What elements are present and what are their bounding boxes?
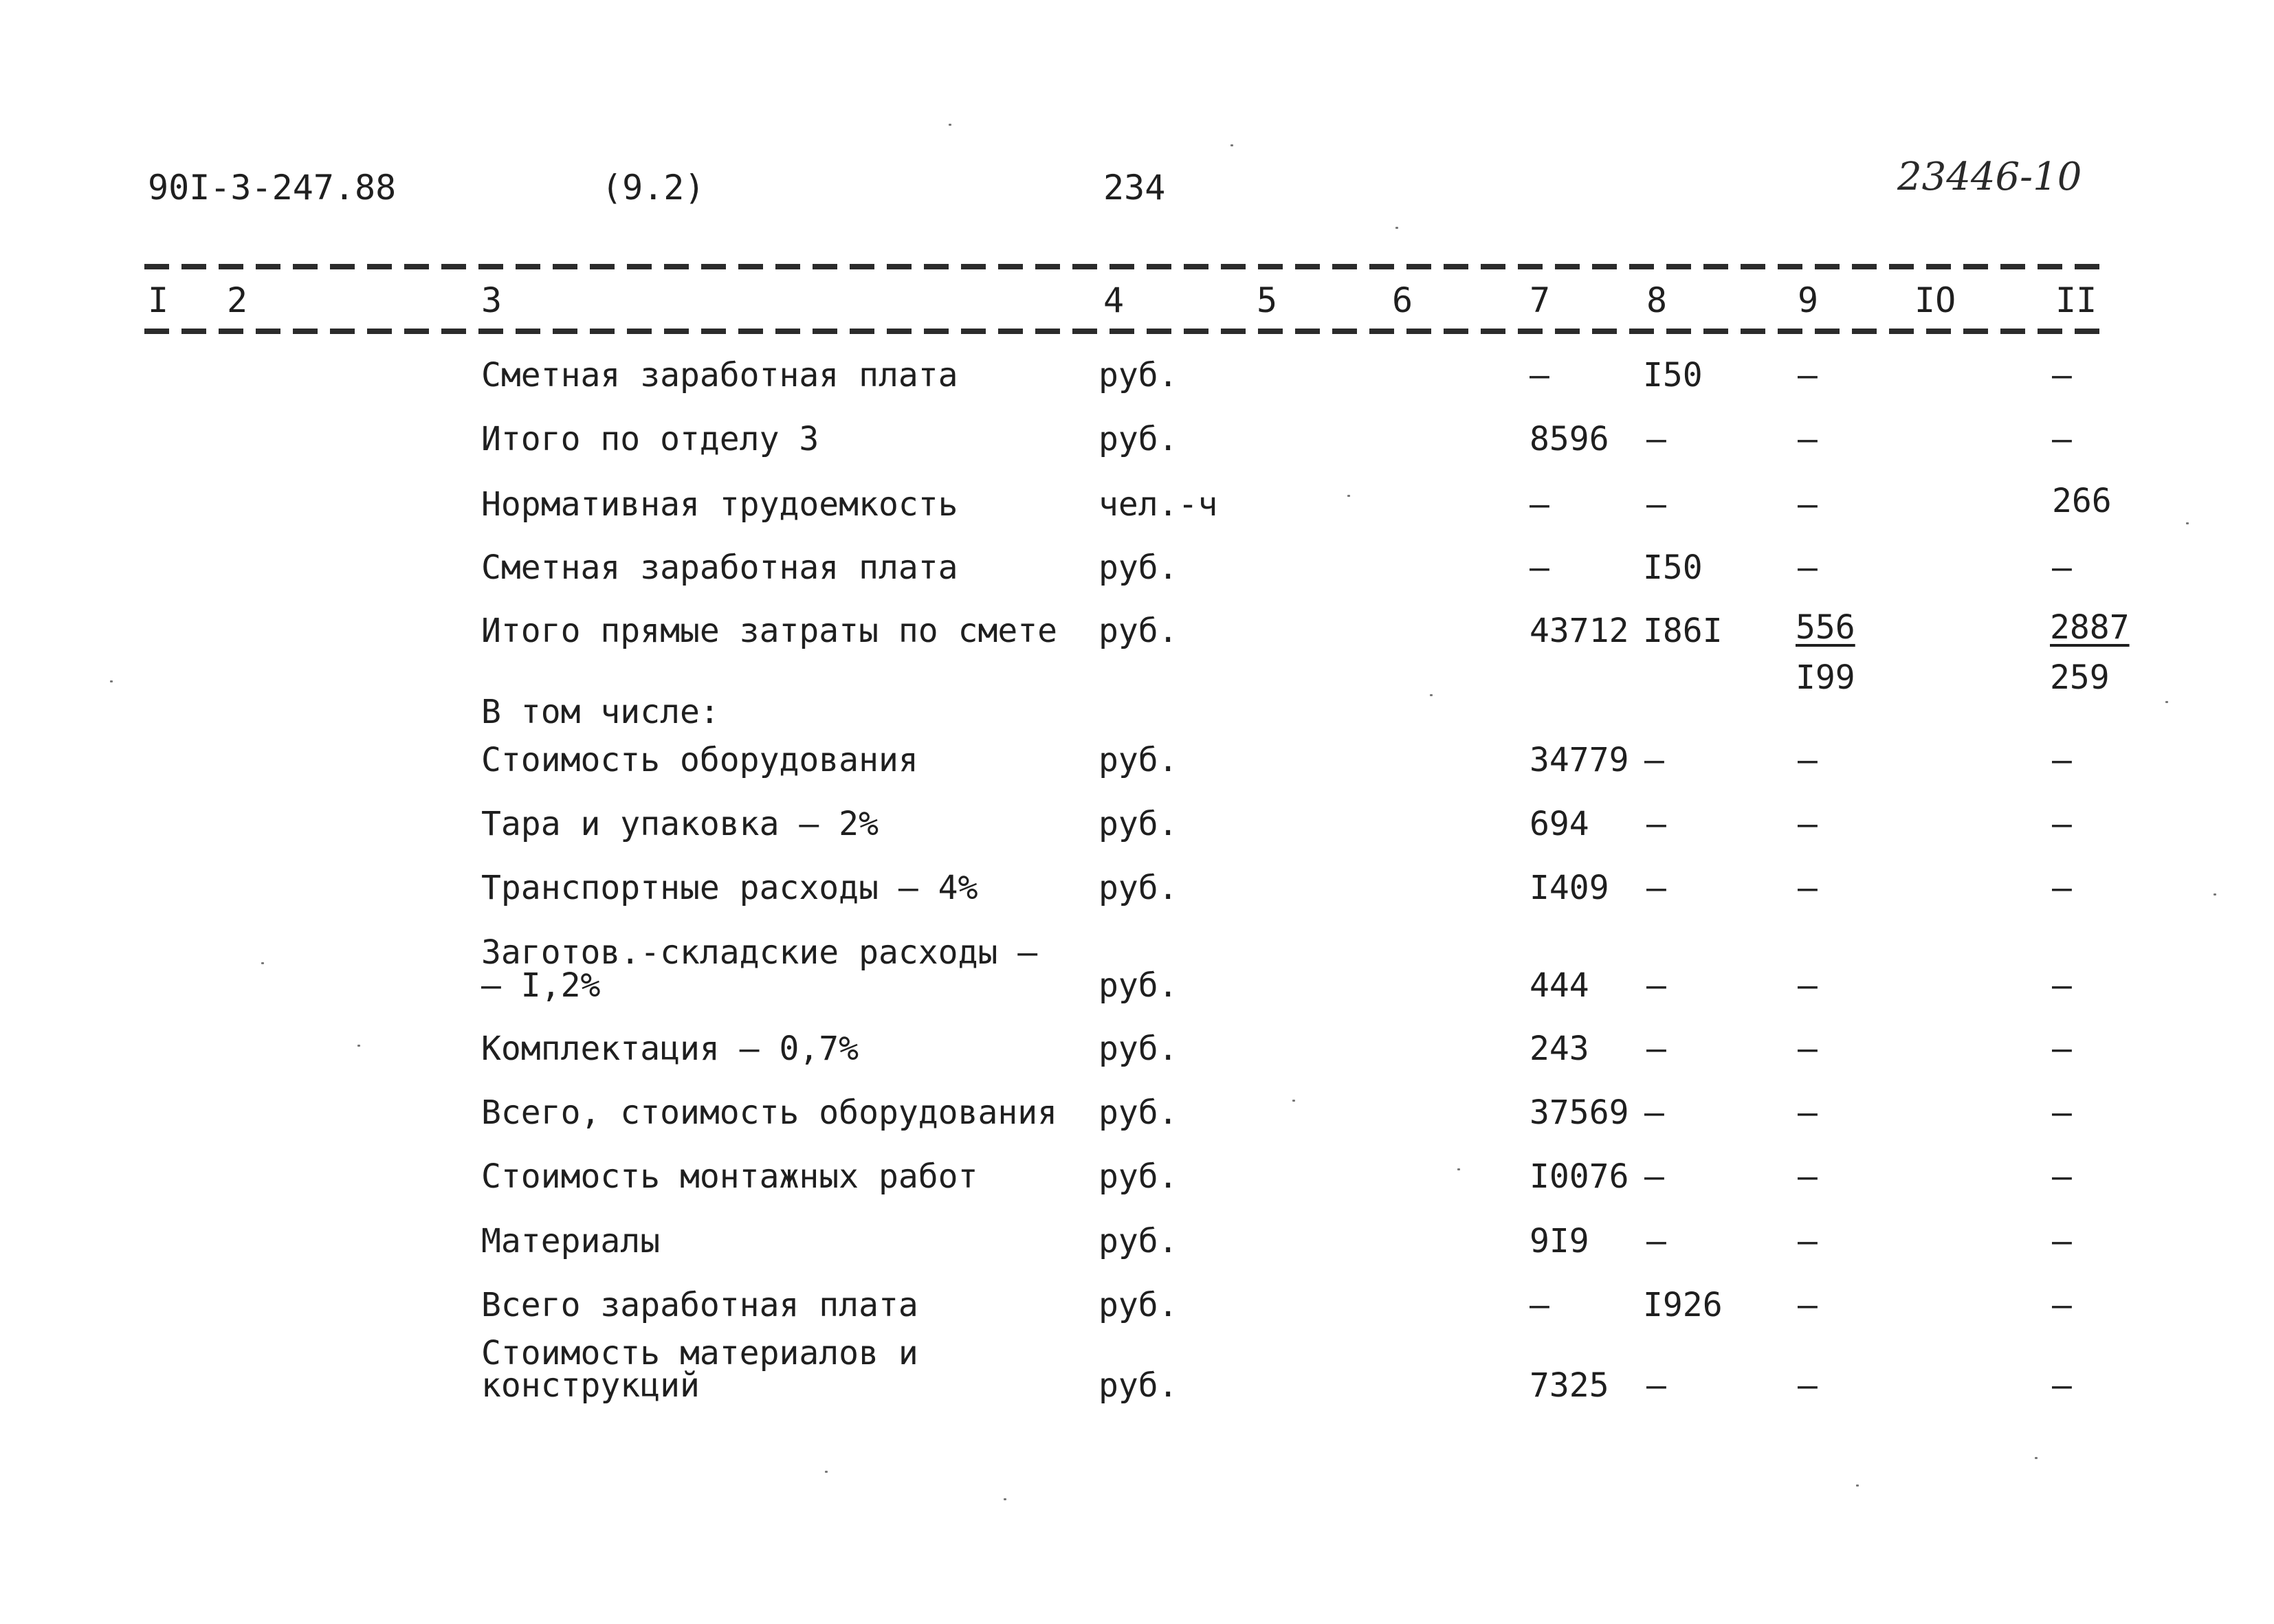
row-label: Стоимость монтажных работ: [481, 1157, 978, 1196]
row-col7: 243: [1530, 1030, 1589, 1068]
row-col11: –: [2052, 548, 2072, 587]
row-col8: I50: [1643, 356, 1703, 394]
table-header-rule: [144, 329, 2110, 334]
scan-speck: [110, 680, 113, 682]
row-col9: –: [1798, 485, 1818, 524]
row-label: Тара и упаковка – 2%: [481, 805, 879, 843]
row-col8: –: [1646, 966, 1666, 1005]
row-col7: –: [1530, 485, 1549, 524]
row-col11-sub: 259: [2050, 658, 2110, 697]
row-col9: –: [1798, 420, 1818, 458]
row-col9: –: [1798, 741, 1818, 779]
row-col11: –: [2052, 1157, 2072, 1196]
row-col8: I86I: [1643, 612, 1723, 650]
scan-speck: [1230, 144, 1233, 146]
row-col9: –: [1798, 356, 1818, 394]
scan-speck: [1430, 694, 1433, 696]
scan-speck: [2214, 893, 2216, 896]
row-col9: 556: [1796, 608, 1855, 647]
row-label-continuation: – I,2%: [481, 966, 601, 1005]
row-col11: –: [2052, 1030, 2072, 1068]
column-number-8: 8: [1646, 280, 1668, 320]
row-col8: –: [1646, 420, 1666, 458]
row-col9: –: [1798, 548, 1818, 587]
row-col9: –: [1798, 1286, 1818, 1324]
row-label: Транспортные расходы – 4%: [481, 869, 978, 907]
row-col11: 2887: [2050, 608, 2130, 647]
scan-speck: [261, 962, 264, 964]
row-col8: –: [1644, 741, 1664, 779]
column-number-3: 3: [481, 280, 503, 320]
scan-speck: [949, 124, 951, 126]
column-number-4: 4: [1103, 280, 1125, 320]
column-number-9: 9: [1798, 280, 1819, 320]
row-col9: –: [1798, 1093, 1818, 1132]
row-col7: 694: [1530, 805, 1589, 843]
row-unit: руб.: [1099, 612, 1178, 650]
table-top-rule: [144, 264, 2110, 269]
row-unit: руб.: [1099, 548, 1178, 587]
row-col9: –: [1798, 1030, 1818, 1068]
row-label: Итого по отделу 3: [481, 420, 819, 458]
row-col9: –: [1798, 805, 1818, 843]
section-subheading: В том числе:: [481, 693, 720, 731]
row-label: Итого прямые затраты по смете: [481, 612, 1058, 650]
row-label-continuation: конструкций: [481, 1366, 700, 1405]
row-col11: –: [2052, 356, 2072, 394]
row-unit: руб.: [1099, 420, 1178, 458]
row-label: Материалы: [481, 1222, 661, 1260]
row-col8: –: [1646, 485, 1666, 524]
column-number-1: I: [148, 280, 169, 320]
scan-speck: [825, 1471, 828, 1473]
row-label: Нормативная трудоемкость: [481, 485, 958, 524]
scan-speck: [2186, 522, 2189, 524]
scan-speck: [1395, 227, 1398, 229]
scan-speck: [1856, 1484, 1859, 1487]
row-unit: руб.: [1099, 1093, 1178, 1132]
row-col11: –: [2052, 966, 2072, 1005]
row-col9: –: [1798, 1157, 1818, 1196]
row-col8: –: [1646, 805, 1666, 843]
row-col9: –: [1798, 966, 1818, 1005]
row-col8: –: [1646, 1030, 1666, 1068]
row-label: Комплектация – 0,7%: [481, 1030, 859, 1068]
row-col7: 7325: [1530, 1366, 1609, 1405]
row-col8: I50: [1643, 548, 1703, 587]
scan-speck: [1292, 1100, 1295, 1102]
row-unit: руб.: [1099, 966, 1178, 1005]
row-col8: –: [1646, 1222, 1666, 1260]
document-code: 90I-3-247.88: [148, 168, 397, 208]
row-label: Заготов.-складские расходы –: [481, 933, 1038, 972]
row-label: Всего, стоимость оборудования: [481, 1093, 1058, 1132]
row-unit: руб.: [1099, 356, 1178, 394]
row-col11: –: [2052, 1366, 2072, 1405]
row-col7: 9I9: [1530, 1222, 1589, 1260]
scan-speck: [1457, 1168, 1460, 1170]
column-number-5: 5: [1257, 280, 1278, 320]
column-number-11: II: [2055, 280, 2097, 320]
column-number-6: 6: [1392, 280, 1413, 320]
row-label: Стоимость материалов и: [481, 1334, 918, 1372]
row-unit: руб.: [1099, 1030, 1178, 1068]
row-col8: –: [1646, 869, 1666, 907]
section-number: (9.2): [601, 168, 705, 208]
row-col7: –: [1530, 548, 1549, 587]
scan-speck: [2165, 701, 2168, 703]
row-col7: 34779: [1530, 741, 1629, 779]
row-unit: руб.: [1099, 869, 1178, 907]
scan-speck: [2035, 1457, 2038, 1459]
row-col7: 444: [1530, 966, 1589, 1005]
row-col9: –: [1798, 869, 1818, 907]
row-col8: I926: [1643, 1286, 1723, 1324]
row-col11: –: [2052, 741, 2072, 779]
row-unit: руб.: [1099, 1366, 1178, 1405]
scan-speck: [1347, 495, 1350, 497]
scan-speck: [1004, 1498, 1006, 1500]
row-col7: 43712: [1530, 612, 1629, 650]
row-col8: –: [1646, 1366, 1666, 1405]
row-col7: –: [1530, 1286, 1549, 1324]
row-col7: 8596: [1530, 420, 1609, 458]
row-col9-sub: I99: [1796, 658, 1855, 697]
row-col8: –: [1644, 1093, 1664, 1132]
row-col9: –: [1798, 1366, 1818, 1405]
row-col11: –: [2052, 1222, 2072, 1260]
row-col11: –: [2052, 1286, 2072, 1324]
row-unit: руб.: [1099, 741, 1178, 779]
row-col11: –: [2052, 805, 2072, 843]
row-col7: 37569: [1530, 1093, 1629, 1132]
row-col11: –: [2052, 1093, 2072, 1132]
row-col8: –: [1644, 1157, 1664, 1196]
row-label: Сметная заработная плата: [481, 356, 958, 394]
column-number-7: 7: [1530, 280, 1551, 320]
scan-speck: [357, 1045, 360, 1047]
row-unit: руб.: [1099, 1286, 1178, 1324]
row-label: Стоимость оборудования: [481, 741, 918, 779]
row-label: Всего заработная плата: [481, 1286, 918, 1324]
row-col11: 266: [2052, 482, 2112, 520]
row-col7: –: [1530, 356, 1549, 394]
row-label: Сметная заработная плата: [481, 548, 958, 587]
inventory-number: 23446-10: [1897, 155, 2082, 199]
row-col9: –: [1798, 1222, 1818, 1260]
row-col7: I0076: [1530, 1157, 1629, 1196]
row-col11: –: [2052, 869, 2072, 907]
page-number: 234: [1103, 168, 1166, 208]
row-col11: –: [2052, 420, 2072, 458]
column-number-10: IO: [1914, 280, 1956, 320]
row-col7: I409: [1530, 869, 1609, 907]
row-unit: руб.: [1099, 805, 1178, 843]
column-number-2: 2: [227, 280, 248, 320]
row-unit: руб.: [1099, 1157, 1178, 1196]
row-unit: руб.: [1099, 1222, 1178, 1260]
row-unit: чел.-ч: [1099, 485, 1218, 524]
